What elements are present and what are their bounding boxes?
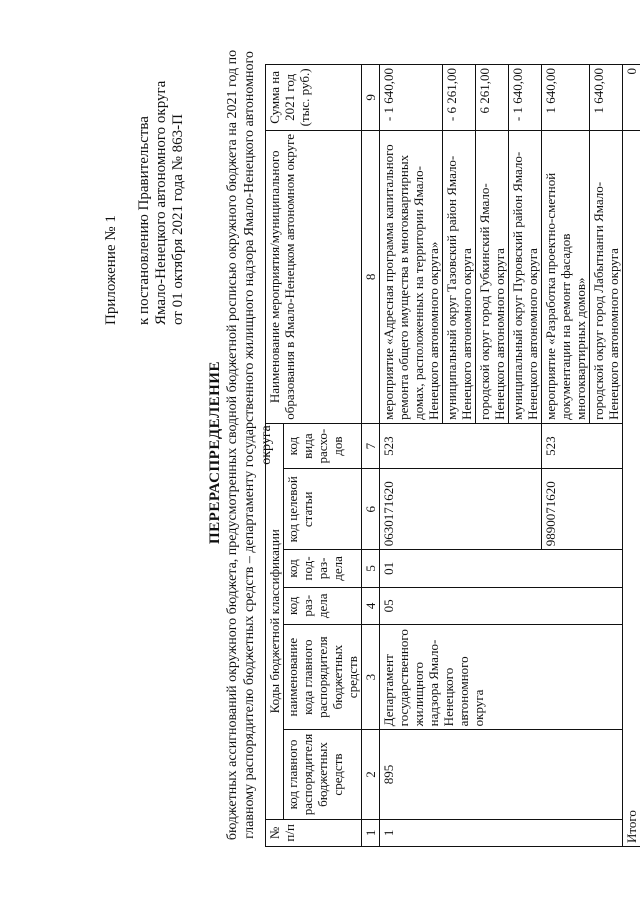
col-num-4: 4 [362,587,380,624]
row-event: мероприятие «Разработка проектно-сметной документации на ремонт фасадов многоквартирных домов» [542,130,590,423]
col-num-1: 1 [362,819,380,846]
annex-line-1: к постановлению Правительства [136,116,152,325]
col-num-3: 3 [362,625,380,730]
annex-line-3: от 01 октября 2021 года № 863-П [170,113,186,325]
header-codes-group: Коды бюджетной классификации [266,423,284,819]
annex-number: Приложение № 1 [103,215,119,325]
header-name-chief: наименование кода главного распорядителя бюджетных средств [284,625,362,730]
row-event: муниципальный округ Пуровский район Ямало-Ненецкого автономного округа [509,130,542,423]
col-num-5: 5 [362,550,380,587]
col-num-6: 6 [362,469,380,550]
redistribution-table [265,64,640,847]
row-sum: - 1 640,00 [380,65,443,131]
subtitle-line-2: главному распорядителю бюджетных средств – департаменту государственного жилищного надзора Ямало-Ненецкого автономного округа [242,51,274,839]
total-value: 0 [623,65,640,131]
row-num: 1 [380,819,623,846]
row-event: городской округ город Губкинский Ямало-Ненецкого автономного округа [476,130,509,423]
annex-block [103,81,187,325]
total-label: Итого [623,130,640,846]
header-expense: код вида расхо-дов [284,423,362,468]
row-expense: 523 [542,423,623,468]
row-sum: - 6 261,00 [443,65,476,131]
column-number-row [362,65,380,847]
header-num: № п/п [266,819,362,846]
row-event: городской округ город Лабытнанги Ямало-Ненецкого автономного округа [590,130,623,423]
annex-line-2: Ямало-Ненецкого автономного округа [153,80,169,325]
row-expense: 523 [380,423,542,468]
col-num-9: 9 [362,65,380,131]
header-row [266,65,284,847]
row-code-chief: 895 [380,730,623,819]
row-name-chief: Департамент государственного жилищного надзора Ямало-Ненецкого автономного округа [380,625,623,730]
col-num-8: 8 [362,130,380,423]
header-section: код раз-дела [284,587,362,624]
row-sum: - 1 640,00 [509,65,542,131]
header-code-chief: код главного распорядителя бюджетных средств [284,730,362,819]
row-section: 05 [380,587,623,624]
row-subsection: 01 [380,550,623,587]
total-row [623,65,640,847]
row-sum: 1 640,00 [542,65,590,131]
col-num-7: 7 [362,423,380,468]
row-target: 9890071620 [542,469,623,550]
row-target: 0630171620 [380,469,542,550]
header-target: код целевой статьи [284,469,362,550]
row-event: муниципальный округ Тазовский район Ямало-Ненецкого автономного округа [443,130,476,423]
table-row [380,65,443,847]
header-sum: Сумма на 2021 год (тыс. руб.) [266,65,362,131]
col-num-2: 2 [362,730,380,819]
row-sum: 1 640,00 [590,65,623,131]
document-title: ПЕРЕРАСПРЕДЕЛЕНИЕ [207,361,223,544]
header-subsection: код под-раз-дела [284,550,362,587]
row-event: мероприятие «Адресная программа капитального ремонта общего имущества в многоквартирных домах, расположенных на территории Ямало-Ненецкого автономного округа» [380,130,443,423]
row-sum: 6 261,00 [476,65,509,131]
subtitle-line-1: бюджетных ассигнований окружного бюджета, предусмотренных сводной бюджетной росписью окружного бюджета на 2021 год по [225,49,240,841]
header-event: Наименование мероприятия/муниципального образования в Ямало-Ненецком автономном округе [266,130,362,423]
